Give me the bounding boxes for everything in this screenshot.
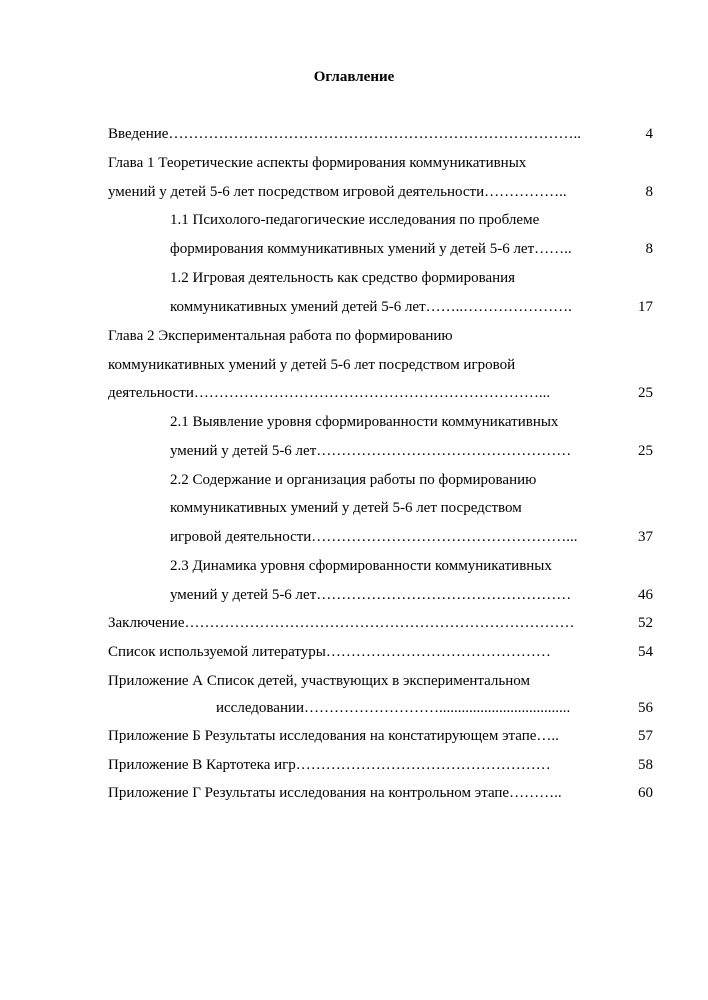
toc-entry-text: умений у детей 5-6 лет посредством игровой деятельности…………….. — [108, 184, 567, 200]
toc-page-number: 37 — [638, 529, 653, 545]
toc-entry-text: формирования коммуникативных умений у детей 5-6 лет…….. — [170, 241, 572, 257]
toc-entry-conclusion[interactable] — [108, 613, 653, 633]
toc-entry-section-1-1-line1[interactable] — [170, 210, 653, 230]
toc-entry-text: исследовании………………………................................... — [216, 700, 571, 716]
toc-page-number: 52 — [638, 615, 653, 631]
toc-entry-section-2-3-line2[interactable] — [170, 585, 653, 605]
toc-entry-section-1-1-line2[interactable] — [170, 239, 653, 259]
toc-entry-chapter1-line2[interactable] — [108, 182, 653, 202]
toc-entry-appendix-a-line1[interactable] — [108, 671, 653, 691]
toc-entry-text: 1.2 Игровая деятельность как средство формирования — [170, 270, 516, 286]
toc-entry-appendix-b[interactable] — [108, 726, 653, 746]
toc-entry-section-2-2-line2[interactable] — [170, 498, 653, 518]
toc-entry-text: коммуникативных умений у детей 5-6 лет посредством — [170, 500, 522, 516]
toc-title: Оглавление — [313, 69, 395, 85]
toc-entry-chapter2-line1[interactable] — [108, 326, 653, 346]
toc-entry-text: Заключение…………………………………………………………………… — [108, 615, 575, 631]
toc-page-number: 60 — [638, 785, 653, 801]
toc-entry-section-1-2-line2[interactable] — [170, 297, 653, 317]
toc-entry-text: 1.1 Психолого-педагогические исследования по проблеме — [170, 212, 540, 228]
toc-page-number: 46 — [638, 587, 653, 603]
toc-entry-section-2-2-line1[interactable] — [170, 470, 653, 490]
toc-entry-section-2-2-line3[interactable] — [170, 527, 653, 547]
toc-page-number: 17 — [638, 299, 653, 315]
toc-entry-section-2-3-line1[interactable] — [170, 556, 653, 576]
toc-entry-references[interactable] — [108, 642, 653, 662]
toc-page-number: 58 — [638, 757, 653, 773]
toc-entry-appendix-a-line2[interactable] — [216, 698, 653, 718]
toc-entry-introduction[interactable] — [108, 124, 653, 144]
toc-entry-text: 2.1 Выявление уровня сформированности коммуникативных — [170, 414, 559, 430]
toc-entry-text: Введение……………………………………………………………………….. — [108, 126, 581, 142]
toc-entry-chapter1-line1[interactable] — [108, 153, 653, 173]
toc-entry-text: Приложение В Картотека игр…………………………………………… — [108, 757, 551, 773]
toc-entry-text: игровой деятельности……………………………………………... — [170, 529, 578, 545]
toc-entry-text: Приложение А Список детей, участвующих в экспериментальном — [108, 673, 530, 689]
toc-entry-text: умений у детей 5-6 лет…………………………………………… — [170, 443, 572, 459]
toc-entry-text: Список используемой литературы……………………………………… — [108, 644, 551, 660]
toc-entry-chapter2-line2[interactable] — [108, 355, 653, 375]
toc-page-number: 25 — [638, 443, 653, 459]
toc-entry-text: Глава 2 Экспериментальная работа по формированию — [108, 328, 453, 344]
toc-page-number: 4 — [645, 126, 653, 142]
toc-page-number: 25 — [638, 385, 653, 401]
toc-page-number: 8 — [645, 241, 653, 257]
toc-entry-appendix-g[interactable] — [108, 783, 653, 803]
toc-entry-text: Глава 1 Теоретические аспекты формирования коммуникативных — [108, 155, 527, 171]
toc-entry-section-2-1-line1[interactable] — [170, 412, 653, 432]
toc-entry-appendix-v[interactable] — [108, 755, 653, 775]
toc-entry-section-1-2-line1[interactable] — [170, 268, 653, 288]
toc-entry-text: 2.2 Содержание и организация работы по формированию — [170, 472, 537, 488]
toc-page-number: 54 — [638, 644, 653, 660]
toc-entry-chapter2-line3[interactable] — [108, 383, 653, 403]
toc-entry-text: коммуникативных умений у детей 5-6 лет посредством игровой — [108, 357, 516, 373]
toc-page-number: 56 — [638, 700, 653, 716]
toc-entry-text: 2.3 Динамика уровня сформированности коммуникативных — [170, 558, 552, 574]
toc-entry-text: Приложение Б Результаты исследования на констатирующем этапе….. — [108, 728, 559, 744]
toc-entry-section-2-1-line2[interactable] — [170, 441, 653, 461]
toc-entry-text: Приложение Г Результаты исследования на контрольном этапе……….. — [108, 785, 562, 801]
toc-page-number: 57 — [638, 728, 653, 744]
toc-entry-text: умений у детей 5-6 лет…………………………………………… — [170, 587, 572, 603]
toc-entry-text: коммуникативных умений детей 5-6 лет……..…………………. — [170, 299, 572, 315]
toc-page-number: 8 — [645, 184, 653, 200]
toc-entry-text: деятельности……………………………………………………………... — [108, 385, 551, 401]
